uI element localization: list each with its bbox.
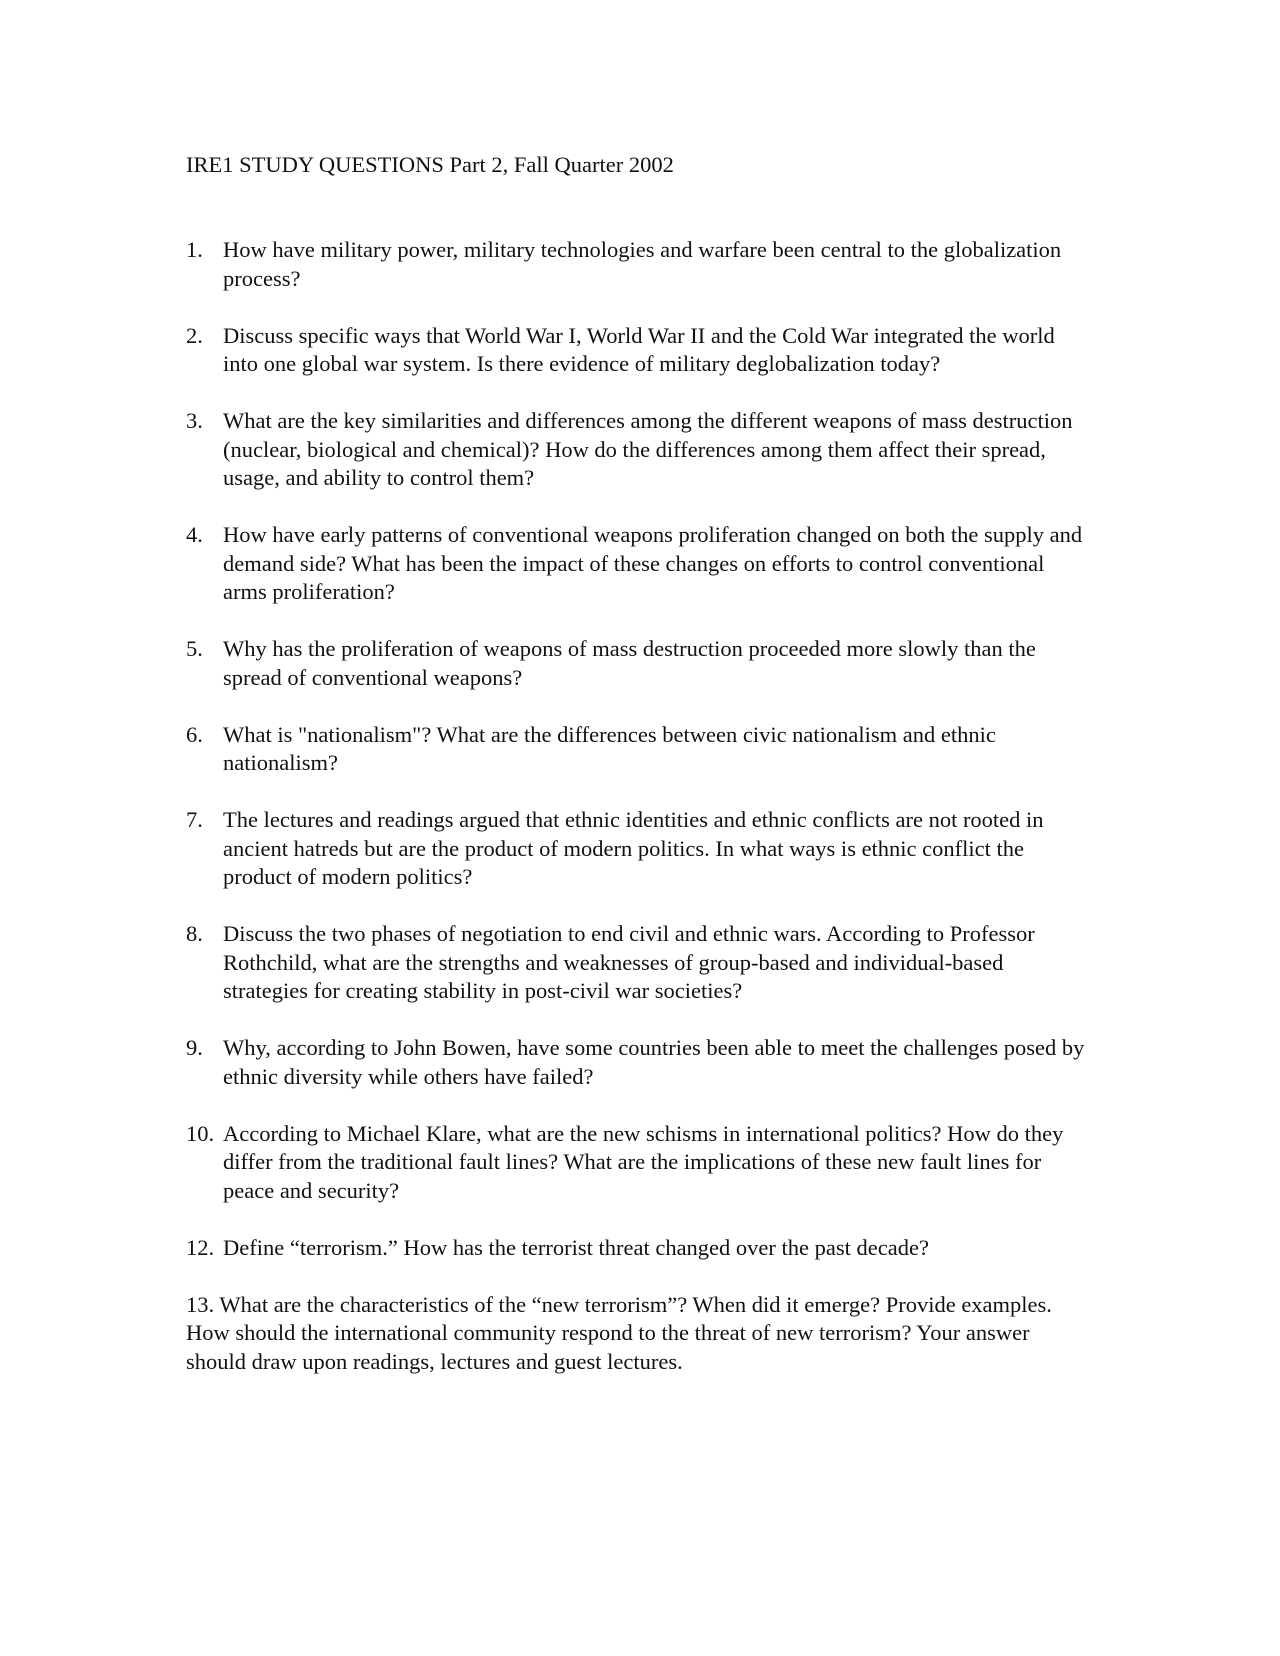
question-text: Why has the proliferation of weapons of mass destruction proceeded more slowly than the spread of conventional weapons?	[223, 636, 1036, 690]
question-number: 12.	[186, 1234, 215, 1260]
question-number: 13.	[186, 1291, 215, 1317]
question-text: What are the key similarities and differences among the different weapons of mass destruction (nuclear, biological and chemical)? How do the differences among them affect their spread, usage, and ability to control them?	[223, 408, 1073, 490]
question-number: 2.	[186, 322, 203, 348]
question-list	[186, 236, 1086, 1405]
question-text: Why, according to John Bowen, have some countries been able to meet the challenges posed by ethnic diversity while others have failed?	[223, 1035, 1085, 1089]
question-number: 1.	[186, 237, 203, 262]
question-item	[186, 407, 1086, 493]
question-text: Discuss specific ways that World War I, World War II and the Cold War integrated the world into one global war system. Is there evidence of military deglobalization today?	[223, 322, 1055, 376]
question-text: According to Michael Klare, what are the new schisms in international politics? How do they differ from the traditional fault lines? What are the implications of these new fault lines for peace and security?	[223, 1120, 1064, 1203]
question-number: 9.	[186, 1035, 203, 1060]
question-text: Discuss the two phases of negotiation to end civil and ethnic wars. According to Professor Rothchild, what are the strengths and weaknesses of group-based and individual-based strategies for creating stability in post-civil war societies?	[223, 921, 1035, 1003]
question-text: The lectures and readings argued that ethnic identities and ethnic conflicts are not rooted in ancient hatreds but are the product of modern politics. In what ways is ethnic conflict the product of modern politics?	[223, 807, 1044, 889]
question-number: 7.	[186, 807, 203, 832]
question-item	[186, 236, 1086, 293]
question-item	[186, 1291, 1086, 1377]
question-item	[186, 721, 1086, 778]
question-text: What are the characteristics of the “new terrorism”? When did it emerge? Provide examples. How should the international community respond to the threat of new terrorism? Your answer should draw upon readings, lectures and guest lectures.	[186, 1291, 1052, 1374]
question-text: Define “terrorism.” How has the terrorist threat changed over the past decade?	[223, 1234, 929, 1260]
question-item	[186, 1120, 1086, 1206]
question-text: What is "nationalism"? What are the differences between civic nationalism and ethnic nationalism?	[223, 721, 996, 775]
question-item	[186, 920, 1086, 1006]
question-item	[186, 1034, 1086, 1091]
question-text: How have military power, military technologies and warfare been central to the globalization process?	[223, 237, 1062, 291]
question-item	[186, 1234, 1086, 1263]
question-item	[186, 635, 1086, 692]
question-number: 6.	[186, 721, 203, 747]
question-number: 8.	[186, 921, 203, 946]
question-number: 4.	[186, 522, 203, 547]
question-item	[186, 806, 1086, 892]
question-item	[186, 322, 1086, 379]
question-number: 10.	[186, 1120, 215, 1146]
question-number: 3.	[186, 408, 203, 433]
document-title: IRE1 STUDY QUESTIONS Part 2, Fall Quarter 2002	[186, 152, 674, 177]
question-text: How have early patterns of conventional weapons proliferation changed on both the supply and demand side? What has been the impact of these changes on efforts to control conventional arms proliferation?	[223, 522, 1083, 604]
question-number: 5.	[186, 636, 203, 661]
question-item	[186, 521, 1086, 607]
